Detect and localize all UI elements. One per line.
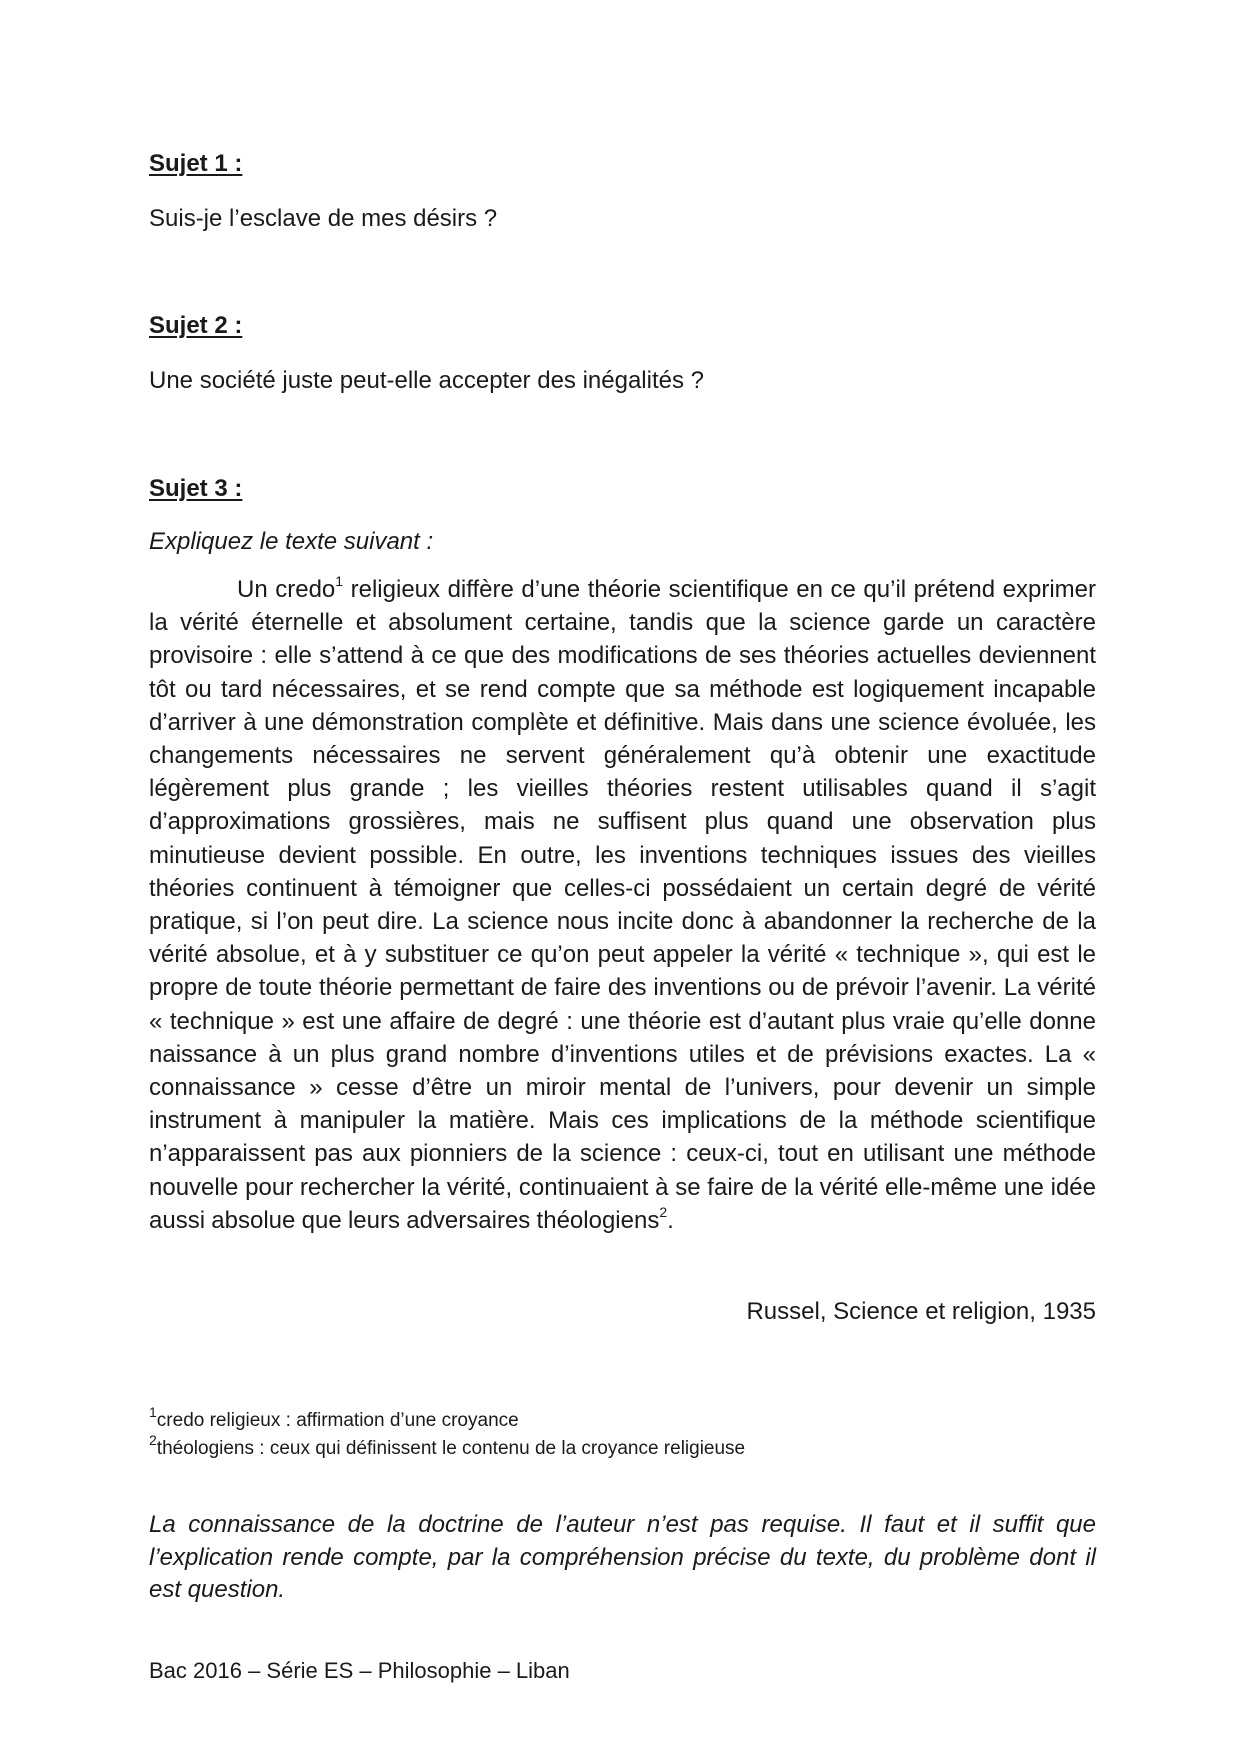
footnote-2 [149,1431,746,1459]
footnote-marker-2: 2 [659,1203,668,1220]
text-part-2: religieux diffère d’une théorie scientifique en ce qu’il prétend exprimer la vérité éternelle et absolument certaine, tandis que la science garde un caractère provisoire : elle s’attend à ce que des modifications de ses théories actuelles deviennent tôt ou tard nécessaires, et se rend compte que sa méthode est logiquement incapable d’arriver à une démonstration complète et définitive. Mais dans une science évoluée, les changements nécessaires ne servent généralement qu’à obtenir une exactitude légèrement plus grande ; les vieilles théories restent utilisables quand il s’agit d’approximations grossières, mais ne suffisent plus quand une observation plus minutieuse devient possible. En outre, les inventions techniques issues des vieilles théories continuent à témoigner que celles-ci possédaient un certain degré de vérité pratique, si l’on peut dire. La science nous incite donc à abandonner la recherche de la vérité absolue, et à y substituer ce qu’on peut appeler la vérité « technique », qui est le propre de toute théorie permettant de faire des inventions ou de prévoir l’avenir. La vérité « technique » est une affaire de degré : une théorie est d’autant plus vraie qu’elle donne naissance à un plus grand nombre d’inventions utiles et de prévisions exactes. La « connaissance » cesse d’être un miroir mental de l’univers, pour devenir un simple instrument à manipuler la matière. Mais ces implications de la méthode scientifique n’apparaissent pas aux pionniers de la science : ceux-ci, tout en utilisant une méthode nouvelle pour rechercher la vérité, continuaient à se faire de la vérité elle-même une idée aussi absolue que leurs adversaires théologiens [149,576,1096,1234]
subject-3-instruction: Expliquez le texte suivant : [149,528,434,555]
text-part-1: Un credo [237,576,336,603]
text-part-3: . [667,1206,674,1234]
subject-2-heading: Sujet 2 : [149,312,243,339]
footnote-marker-1: 1 [335,573,344,589]
exam-page [149,0,1096,1754]
philosophy-text [149,573,1096,1237]
subject-1-heading: Sujet 1 : [149,150,243,177]
subject-1-question: Suis-je l’esclave de mes désirs ? [149,205,498,232]
footnote-1 [149,1403,519,1431]
subject-2-question: Une société juste peut-elle accepter des inégalités ? [149,367,704,394]
footnote-1-text: credo religieux : affirmation d’une croyance [156,1410,519,1431]
page-footer: Bac 2016 – Série ES – Philosophie – Liban [149,1658,570,1683]
subject-3-heading: Sujet 3 : [149,475,243,502]
exam-note: La connaissance de la doctrine de l’auteur n’est pas requise. Il faut et il suffit que l’explication rende compte, par la compréhension précise du texte, du problème dont il est question. [149,1511,1096,1603]
footnote-2-text: théologiens : ceux qui définissent le contenu de la croyance religieuse [156,1438,746,1459]
footnote-1-marker: 1 [149,1403,157,1420]
footnote-2-marker: 2 [149,1431,157,1448]
text-citation: Russel, Science et religion, 1935 [746,1298,1096,1325]
